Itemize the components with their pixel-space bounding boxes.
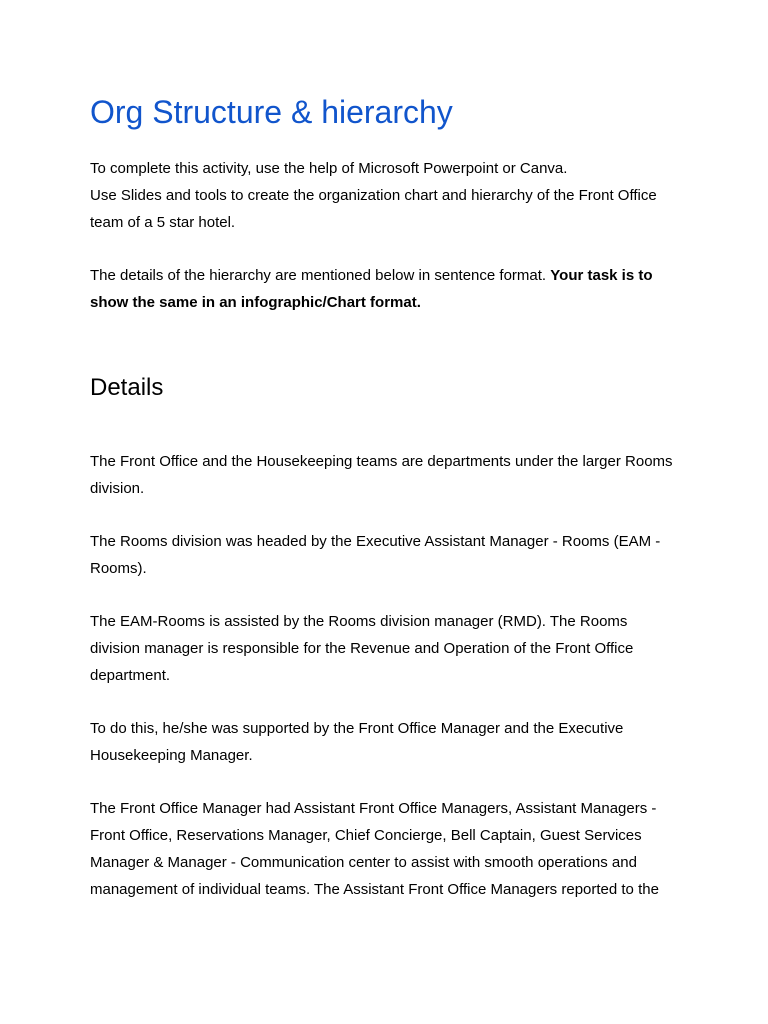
task-bold-text: Your task is to	[550, 267, 653, 284]
detail-line: The EAM-Rooms is assisted by the Rooms division manager (RMD). The Rooms	[90, 613, 628, 630]
detail-line: Rooms).	[90, 560, 147, 577]
page-title: Org Structure & hierarchy	[90, 94, 453, 130]
intro-line: Use Slides and tools to create the organization chart and hierarchy of the Front Office	[90, 187, 657, 204]
detail-line: department.	[90, 667, 171, 684]
intro-paragraph	[90, 155, 690, 236]
detail-paragraph	[90, 608, 690, 689]
intro-line: team of a 5 star hotel.	[90, 214, 236, 231]
detail-line: The Front Office and the Housekeeping teams are departments under the larger Rooms	[90, 453, 673, 470]
task-line	[90, 262, 690, 289]
intro-line: To complete this activity, use the help of Microsoft Powerpoint or Canva.	[90, 160, 568, 177]
detail-line: Housekeeping Manager.	[90, 747, 253, 764]
detail-line: The Rooms division was headed by the Executive Assistant Manager - Rooms (EAM -	[90, 533, 661, 550]
details-heading: Details	[90, 374, 164, 401]
detail-line: division.	[90, 480, 145, 497]
detail-line: The Front Office Manager had Assistant Front Office Managers, Assistant Managers -	[90, 800, 657, 817]
task-plain-text: The details of the hierarchy are mentioned below in sentence format.	[90, 267, 551, 284]
task-line	[90, 289, 690, 316]
detail-line: To do this, he/she was supported by the Front Office Manager and the Executive	[90, 720, 624, 737]
detail-paragraph	[90, 715, 690, 769]
detail-line: Front Office, Reservations Manager, Chief Concierge, Bell Captain, Guest Services	[90, 827, 642, 844]
task-paragraph	[90, 262, 690, 316]
detail-paragraph	[90, 795, 690, 903]
detail-line: Manager & Manager - Communication center to assist with smooth operations and	[90, 854, 637, 871]
detail-line: division manager is responsible for the Revenue and Operation of the Front Office	[90, 640, 634, 657]
detail-line: management of individual teams. The Assistant Front Office Managers reported to the	[90, 881, 659, 898]
detail-paragraph	[90, 528, 690, 582]
task-bold-text: show the same in an infographic/Chart format.	[90, 294, 421, 311]
detail-paragraph	[90, 448, 690, 502]
